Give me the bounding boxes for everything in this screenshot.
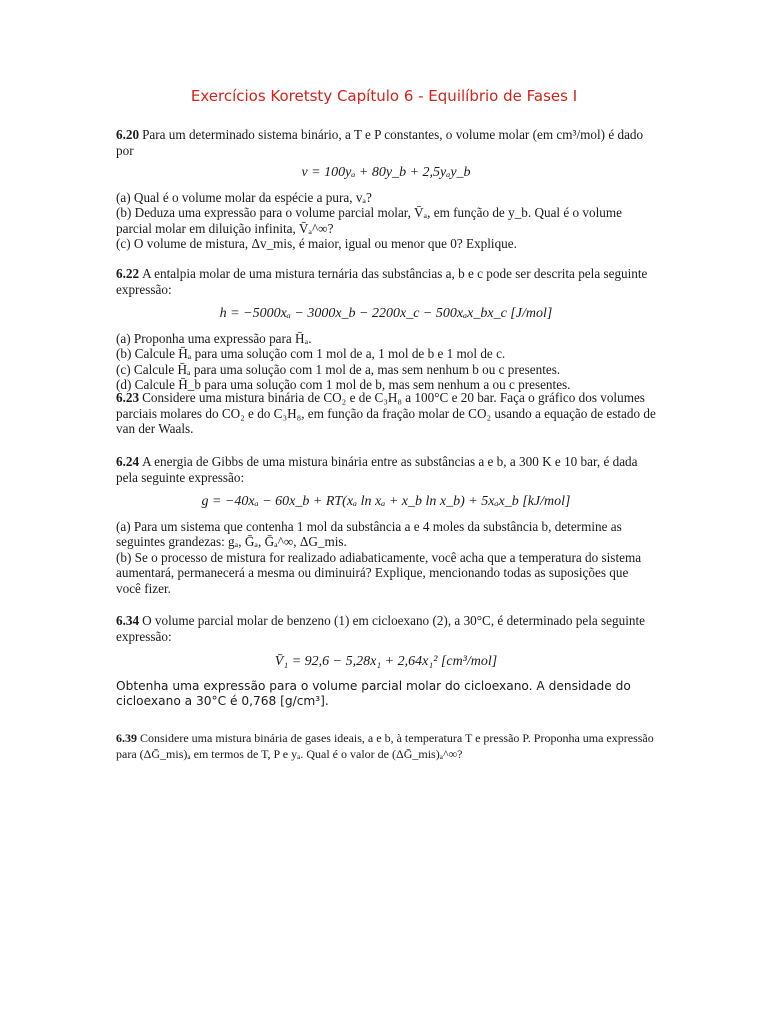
problem-text: Obtenha uma expressão para o volume parcial molar do cicloexano. A densidade do cicloexano a 30°C é 0,768 [g/cm³]. bbox=[116, 678, 631, 708]
question-d: (d) Calcule H̄_b para uma solução com 1 mol de b, mas sem nenhum a ou c presentes. bbox=[116, 377, 571, 392]
problem-intro: A energia de Gibbs de uma mistura binária entre as substâncias a e b, a 300 K e 10 bar, é dada pela seguinte expressão: bbox=[116, 454, 638, 485]
problem-6-34 bbox=[116, 613, 656, 710]
problem-6-20 bbox=[116, 127, 656, 252]
problem-text: Considere uma mistura binária de gases ideais, a e b, à temperatura T e pressão P. Proponha uma expressão para (ΔḠ_mis)ₐ em termos de T, P e yₐ. Qual é o valor de (ΔḠ_mis)ₐ^∞? bbox=[116, 731, 654, 761]
equation: v = 100yₐ + 80y_b + 2,5yₐy_b bbox=[301, 165, 471, 180]
question-b: (b) Se o processo de mistura for realizado adiabaticamente, você acha que a temperatura do sistema aumentará, permanecerá a mesma ou diminuirá? Explique, mencionando todas as suposições que você fizer. bbox=[116, 549, 642, 596]
question-b: (b) Calcule H̄ₐ para uma solução com 1 mol de a, 1 mol de b e 1 mol de c. bbox=[116, 346, 506, 361]
question-a: (a) Para um sistema que contenha 1 mol da substância a e 4 moles da substância b, determine as seguintes grandezas: gₐ, Ḡₐ, Ḡₐ^∞, ΔG_mis. bbox=[116, 518, 622, 549]
problem-6-23 bbox=[116, 390, 656, 437]
problem-text: Considere uma mistura binária de CO₂ e de C₃H₈ a 100°C e 20 bar. Faça o gráfico dos volumes parciais molares do CO₂ e do C₃H₈, em função da fração molar de CO₂ usando a equação de estado de van der Waals. bbox=[116, 390, 656, 436]
equation: g = −40xₐ − 60x_b + RT(xₐ ln xₐ + x_b ln x_b) + 5xₐx_b [kJ/mol] bbox=[201, 494, 571, 509]
question-c: (c) Calcule H̄ₐ para uma solução com 1 mol de a, mas sem nenhum b ou c presentes. bbox=[116, 361, 561, 377]
problem-intro: O volume parcial molar de benzeno (1) em cicloexano (2), a 30°C, é determinado pela seguinte expressão: bbox=[116, 613, 645, 644]
question-a: (a) Proponha uma expressão para H̄ₐ. bbox=[116, 330, 312, 346]
question-c: (c) O volume de mistura, Δv_mis, é maior, igual ou menor que 0? Explique. bbox=[116, 236, 517, 251]
problem-number: 6.23 bbox=[116, 390, 140, 405]
problem-6-39 bbox=[116, 731, 656, 762]
question-a: (a) Qual é o volume molar da espécie a pura, vₐ? bbox=[116, 189, 372, 205]
problem-number: 6.34 bbox=[116, 613, 140, 628]
question-b: (b) Deduza uma expressão para o volume parcial molar, V̄ₐ, em função de y_b. Qual é o volume parcial molar em diluição infinita, V̄ₐ^∞? bbox=[116, 205, 622, 236]
problem-6-24 bbox=[116, 454, 656, 596]
problem-intro: Para um determinado sistema binário, a T e P constantes, o volume molar (em cm³/mol) é dado por bbox=[116, 127, 644, 158]
problem-6-22 bbox=[116, 266, 656, 393]
problem-number: 6.24 bbox=[116, 454, 140, 469]
problem-number: 6.39 bbox=[116, 731, 137, 745]
problem-number: 6.20 bbox=[116, 127, 140, 142]
problem-number: 6.22 bbox=[116, 266, 140, 281]
problem-intro: A entalpia molar de uma mistura ternária das substâncias a, b e c pode ser descrita pela seguinte expressão: bbox=[116, 266, 648, 297]
page-title: Exercícios Koretsty Capítulo 6 - Equilíbrio de Fases I bbox=[190, 87, 578, 105]
equation: h = −5000xₐ − 3000x_b − 2200x_c − 500xₐx_bx_c [J/mol] bbox=[219, 306, 553, 321]
equation: V̄₁ = 92,6 − 5,28x₁ + 2,64x₁² [cm³/mol] bbox=[274, 654, 498, 669]
